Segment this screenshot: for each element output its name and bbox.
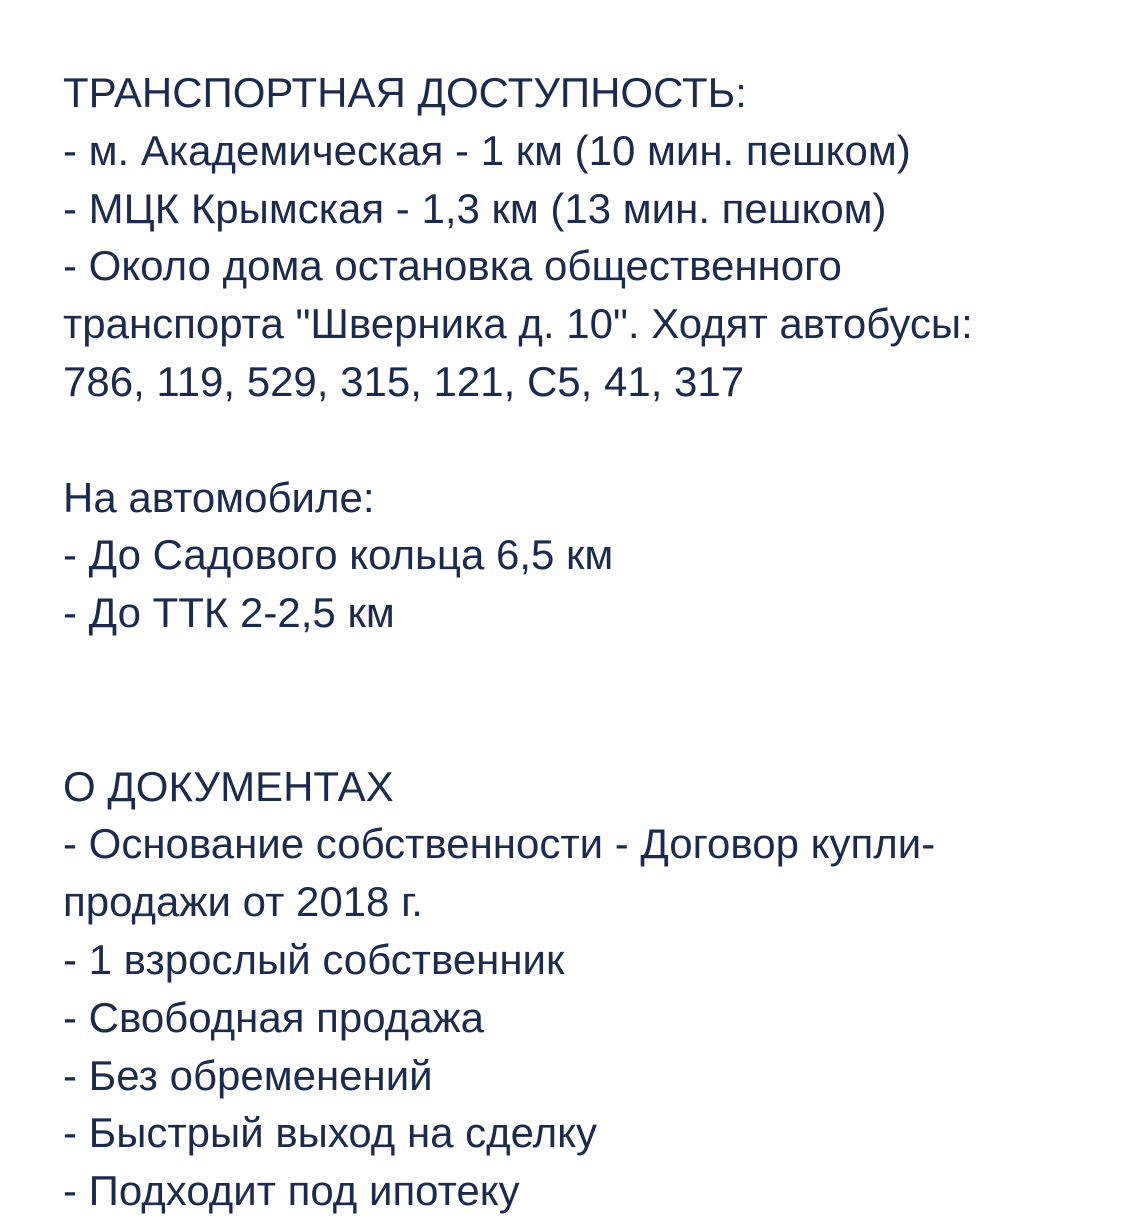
paragraph-gap xyxy=(63,642,1133,758)
documents-line: - Свободная продажа xyxy=(63,993,485,1041)
document-text xyxy=(63,64,1133,1220)
transport-line: - Около дома остановка общественного xyxy=(63,242,842,290)
documents-line: - Основание собственности - Договор купли- xyxy=(63,820,936,868)
documents-heading: О ДОКУМЕНТАХ xyxy=(63,762,394,810)
transport-line: транспорта "Шверника д. 10". Ходят автобусы: xyxy=(63,300,973,348)
transport-line: - м. Академическая - 1 км (10 мин. пешком) xyxy=(63,126,911,174)
transport-line: - МЦК Крымская - 1,3 км (13 мин. пешком) xyxy=(63,184,887,232)
documents-line: - 1 взрослый собственник xyxy=(63,935,565,983)
car-line: - До Садового кольца 6,5 км xyxy=(63,531,614,579)
transport-line: 786, 119, 529, 315, 121, С5, 41, 317 xyxy=(63,357,745,405)
documents-line: продажи от 2018 г. xyxy=(63,878,423,926)
documents-line: - Быстрый выход на сделку xyxy=(63,1109,598,1157)
documents-line: - Без обременений xyxy=(63,1051,433,1099)
car-line: - До ТТК 2-2,5 км xyxy=(63,589,395,637)
transport-heading: ТРАНСПОРТНАЯ ДОСТУПНОСТЬ: xyxy=(63,69,747,116)
car-section xyxy=(63,469,1133,642)
car-heading: На автомобиле: xyxy=(63,473,375,521)
documents-line: - Подходит под ипотеку xyxy=(63,1167,520,1215)
paragraph-gap xyxy=(63,411,1133,469)
documents-section xyxy=(63,758,1133,1220)
transport-section xyxy=(63,64,1133,411)
